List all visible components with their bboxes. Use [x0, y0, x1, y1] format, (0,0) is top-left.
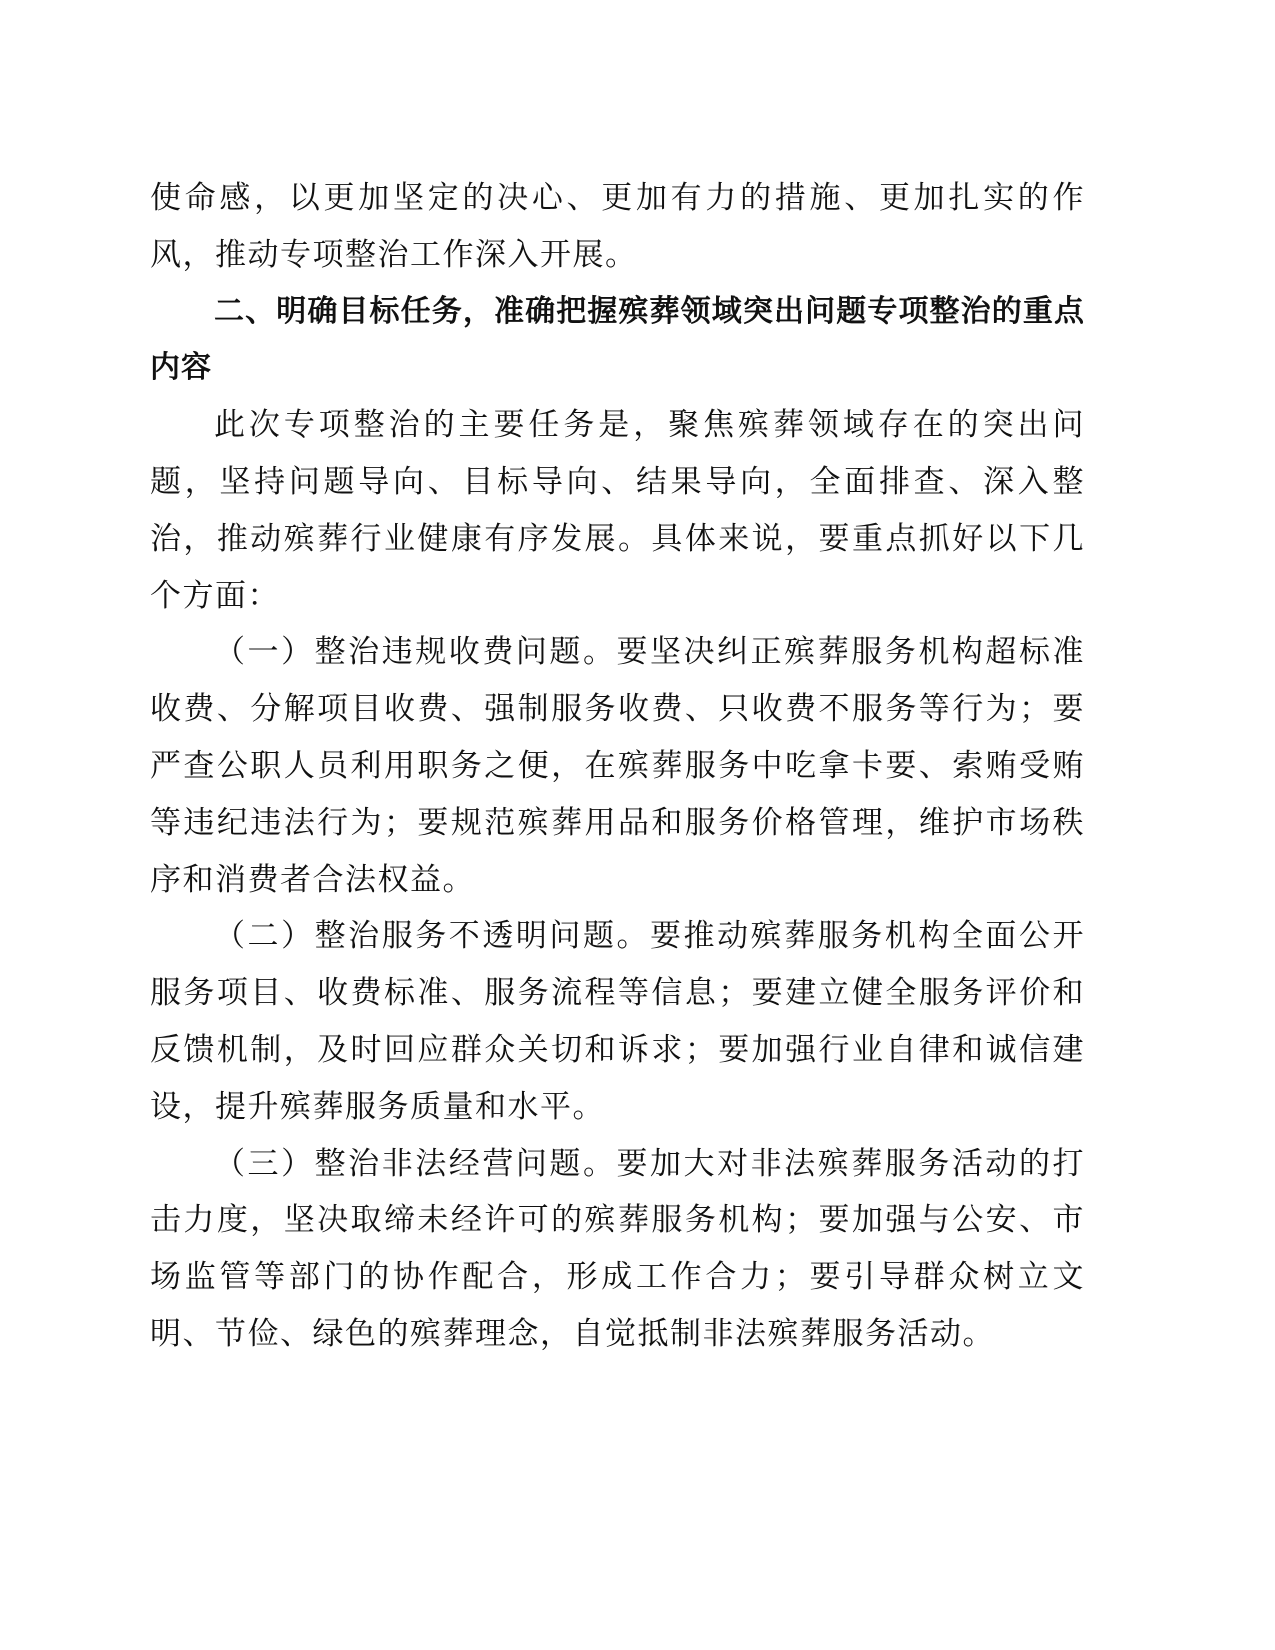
- section-heading: 二、明确目标任务，准确把握殡葬领域突出问题专项整治的重点内容: [150, 293, 1085, 386]
- paragraph-item-three: （三）整治非法经营问题。要加大对非法殡葬服务活动的打击力度，坚决取缔未经许可的殡葬服务机构；要加强与公安、市场监管等部门的协作配合，形成工作合力；要引导群众树立文明、节俭、绿色的殡葬理念，自觉抵制非法殡葬服务活动。: [150, 1145, 1085, 1352]
- paragraph-item-one: （一）整治违规收费问题。要坚决纠正殡葬服务机构超标准收费、分解项目收费、强制服务收费、只收费不服务等行为；要严查公职人员利用职务之便，在殡葬服务中吃拿卡要、索贿受贿等违纪违法行为；要规范殡葬用品和服务价格管理，维护市场秩序和消费者合法权益。: [150, 634, 1085, 898]
- paragraph-intro-continuation: 使命感，以更加坚定的决心、更加有力的措施、更加扎实的作风，推动专项整治工作深入开展。: [150, 180, 1085, 273]
- paragraph-item-two: （二）整治服务不透明问题。要推动殡葬服务机构全面公开服务项目、收费标准、服务流程等信息；要建立健全服务评价和反馈机制，及时回应群众关切和诉求；要加强行业自律和诚信建设，提升殡葬服务质量和水平。: [150, 918, 1085, 1125]
- paragraph-section-intro: 此次专项整治的主要任务是，聚焦殡葬领域存在的突出问题，坚持问题导向、目标导向、结果导向，全面排查、深入整治，推动殡葬行业健康有序发展。具体来说，要重点抓好以下几个方面：: [150, 407, 1085, 614]
- document-page: [150, 170, 1085, 1363]
